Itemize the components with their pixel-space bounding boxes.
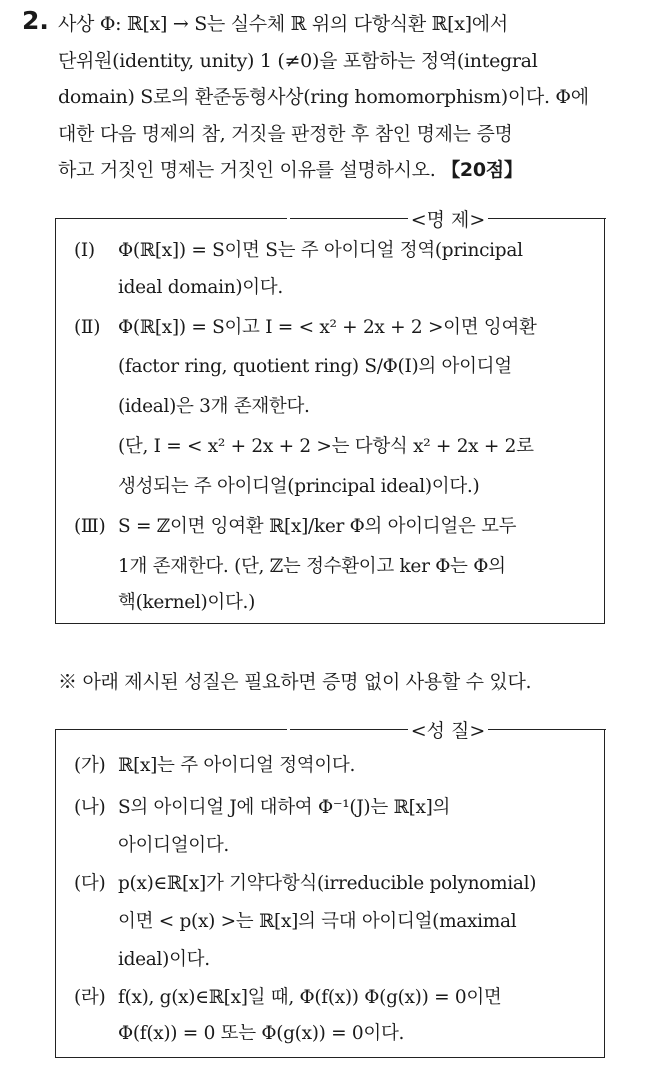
proposition-line: (factor ring, quotient ring) S/Φ(I)의 아이디얼 <box>118 356 512 377</box>
property-line: Φ(f(x)) = 0 또는 Φ(g(x)) = 0이다. <box>118 1023 405 1044</box>
property-label: (나) <box>74 797 106 818</box>
propositions-box <box>55 218 605 624</box>
property-text: f(x), g(x)∈ℝ[x]일 때, Φ(f(x)) Φ(g(x)) = 0이면 <box>118 987 502 1008</box>
property-label: (라) <box>74 987 106 1008</box>
intro-line: 대한 다음 명제의 참, 거짓을 판정한 후 참인 명제는 증명 <box>58 122 513 145</box>
property-text: ℝ[x]는 주 아이디얼 정역이다. <box>118 755 356 776</box>
property-label: (다) <box>74 873 106 894</box>
proposition-text: Φ(ℝ[x]) = S이고 I = < x² + 2x + 2 >이면 잉여환 <box>118 317 537 338</box>
proposition-line: 1개 존재한다. (단, ℤ는 정수환이고 ker Φ는 Φ의 <box>118 556 506 577</box>
proposition-label: (Ⅲ) <box>74 516 106 537</box>
properties-title: <성 질> <box>410 719 486 742</box>
intro-line: 사상 Φ: ℝ[x] → S는 실수체 ℝ 위의 다항식환 ℝ[x]에서 <box>58 13 508 35</box>
question-number: 2. <box>22 6 49 35</box>
question-intro <box>58 6 648 189</box>
note-text: ※ 아래 제시된 성질은 필요하면 증명 없이 사용할 수 있다. <box>58 671 532 693</box>
proposition-line: 생성되는 주 아이디얼(principal ideal)이다.) <box>118 476 480 497</box>
intro-line <box>58 152 648 189</box>
intro-line-last: 하고 거짓인 명제는 거짓인 이유를 설명하시오. <box>58 159 436 181</box>
proposition-line: 핵(kernel)이다.) <box>118 592 256 613</box>
proposition-label: (Ⅱ) <box>74 317 101 338</box>
property-line: 이면 < p(x) >는 ℝ[x]의 극대 아이디얼(maximal <box>118 911 517 932</box>
proposition-text: Φ(ℝ[x]) = S이면 S는 주 아이디얼 정역(principal <box>118 240 523 261</box>
property-text: S의 아이디얼 J에 대하여 Φ⁻¹(J)는 ℝ[x]의 <box>118 797 451 818</box>
properties-box <box>55 729 605 1058</box>
proposition-line: (ideal)은 3개 존재한다. <box>118 396 310 417</box>
intro-line: domain) S로의 환준동형사상(ring homomorphism)이다. Φ에 <box>58 86 589 108</box>
property-text: p(x)∈ℝ[x]가 기약다항식(irreducible polynomial) <box>118 873 537 894</box>
property-line: ideal)이다. <box>118 949 210 970</box>
proposition-line: (단, I = < x² + 2x + 2 >는 다항식 x² + 2x + 2로 <box>118 436 534 457</box>
property-label: (가) <box>74 755 106 776</box>
property-line: 아이디얼이다. <box>118 835 230 856</box>
proposition-text: S = ℤ이면 잉여환 ℝ[x]/ker Φ의 아이디얼은 모두 <box>118 516 517 537</box>
propositions-title: <명 제> <box>410 208 486 231</box>
proposition-label: (Ⅰ) <box>74 240 95 261</box>
proposition-line: ideal domain)이다. <box>118 277 283 298</box>
intro-line: 단위원(identity, unity) 1 (≠0)을 포함하는 정역(integral <box>58 49 538 72</box>
points-badge: 【20점】 <box>441 159 523 181</box>
